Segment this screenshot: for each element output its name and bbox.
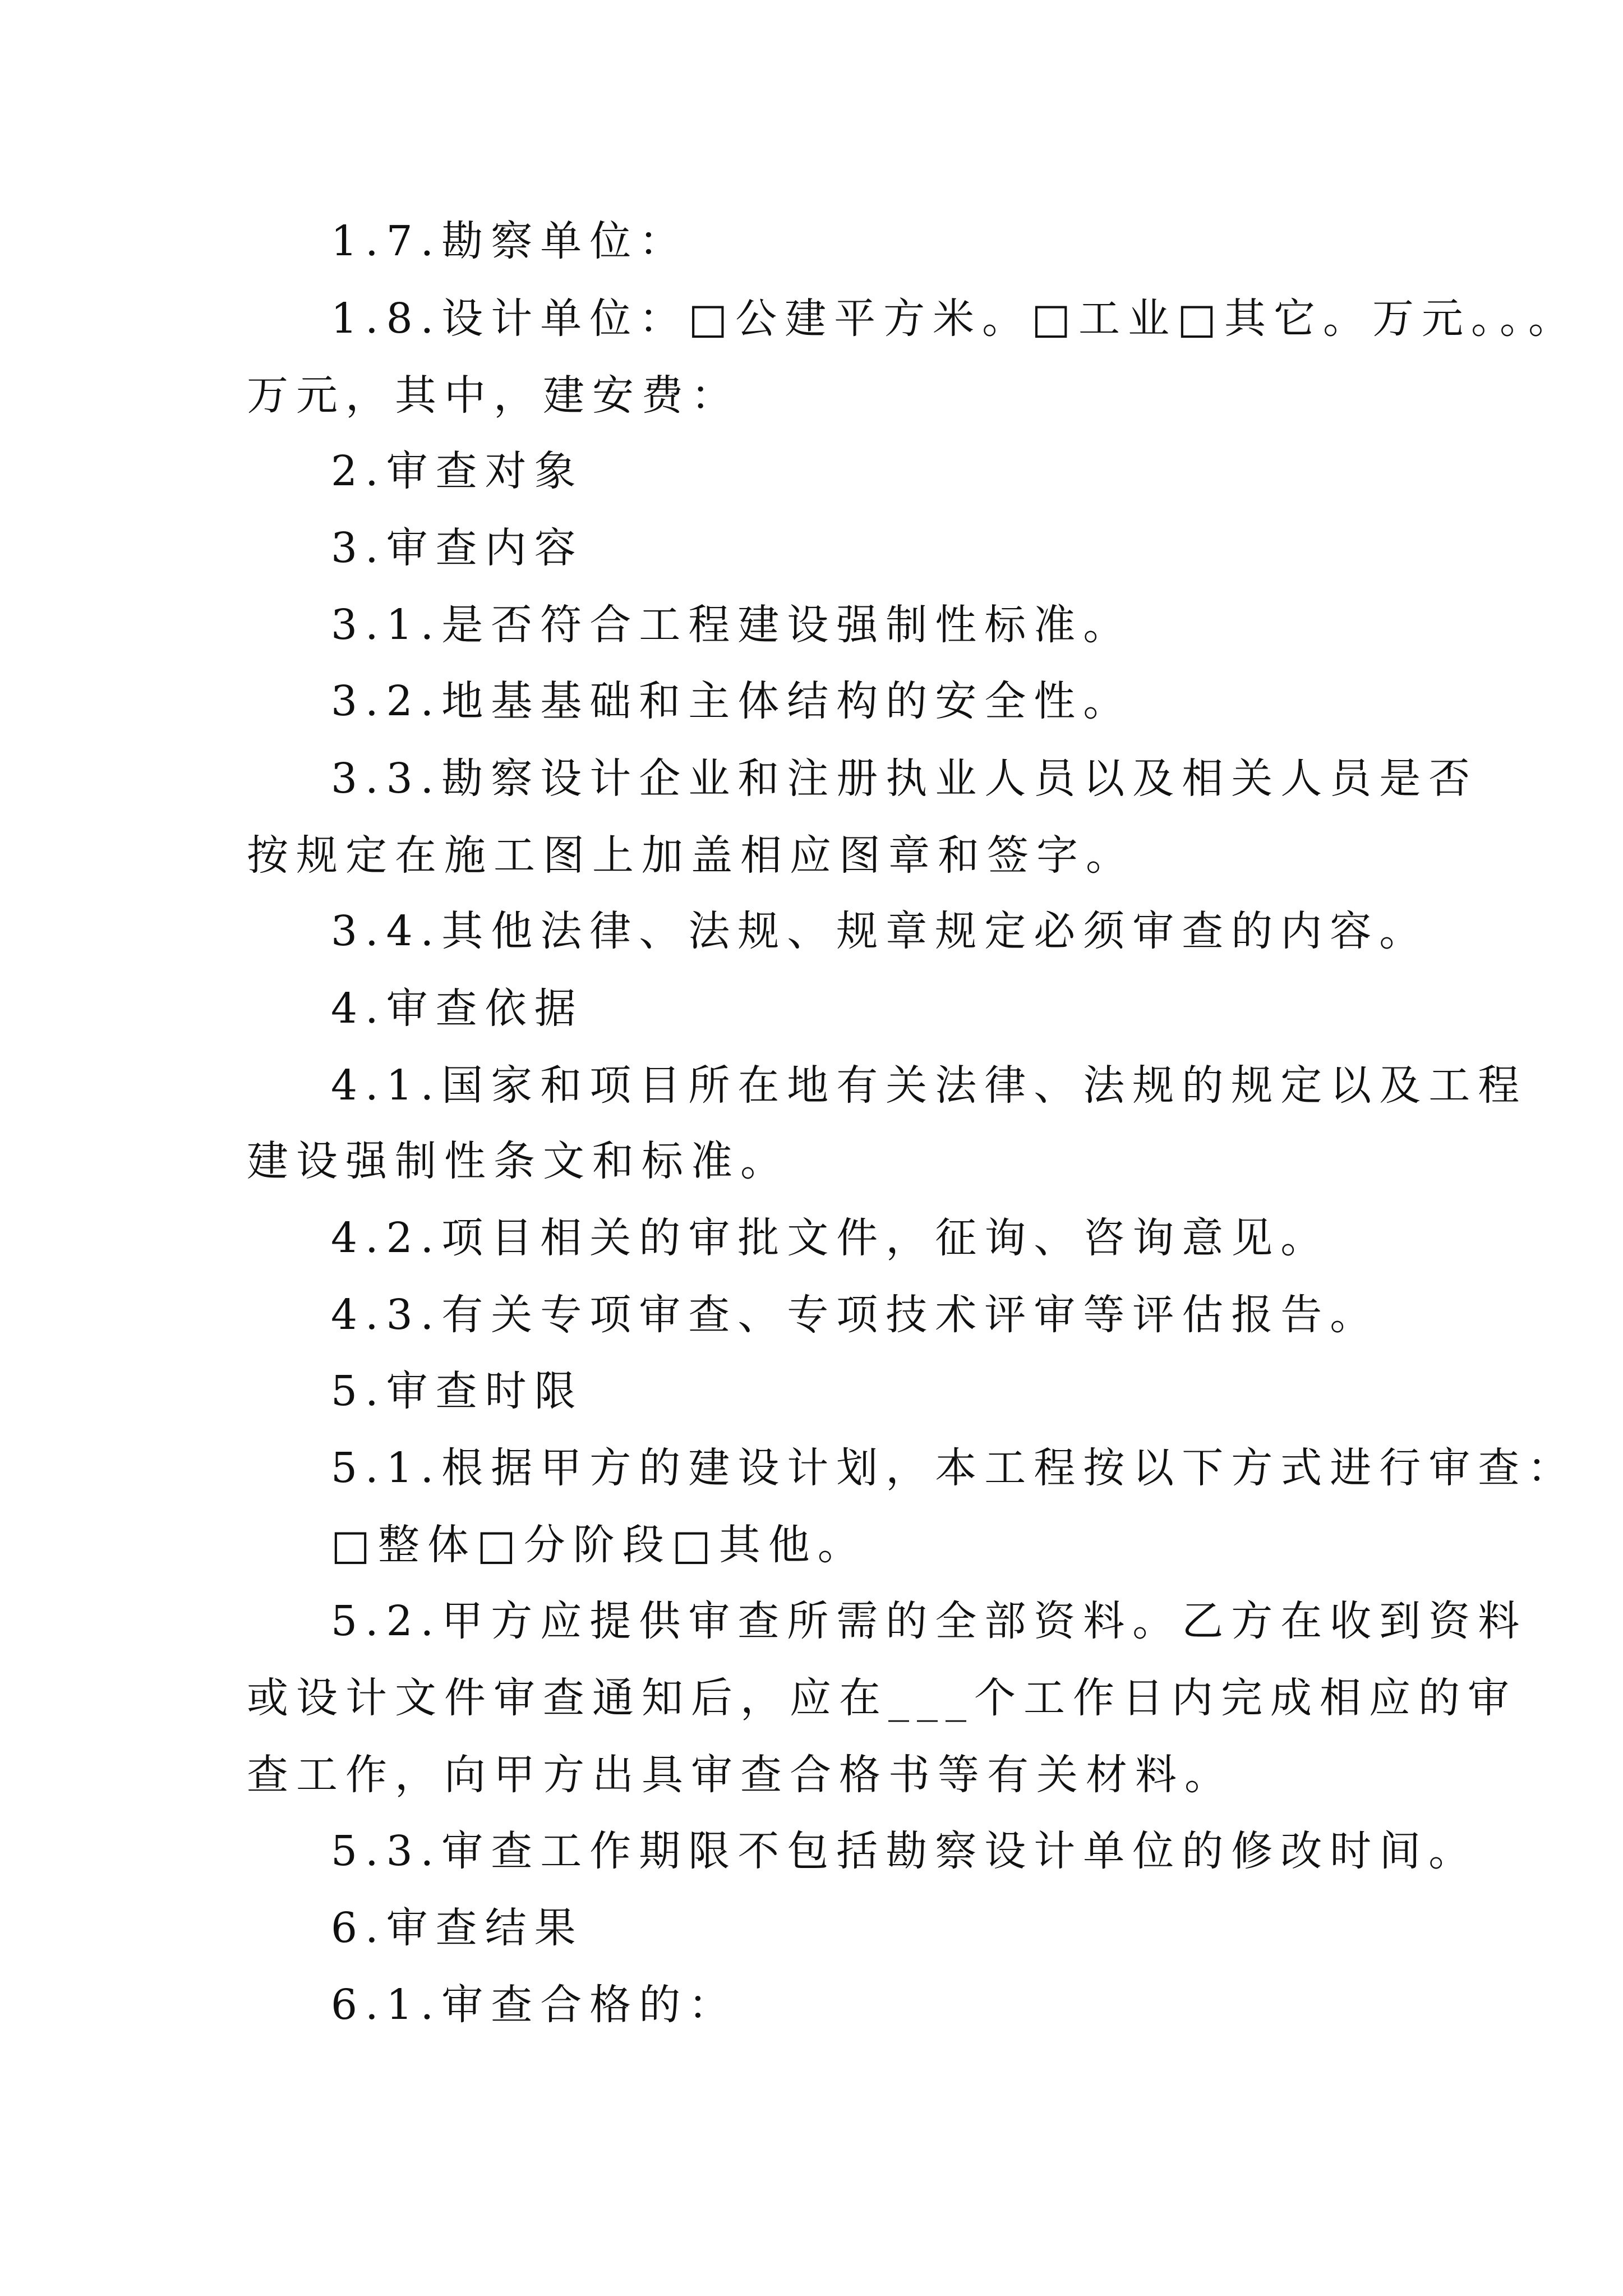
- section-heading: 6.审查结果: [331, 1904, 584, 1952]
- text-line: □整体□分阶段□其他。: [331, 1521, 867, 1569]
- text-line: 3.3.勘察设计企业和注册执业人员以及相关人员是否: [331, 754, 1478, 803]
- text-line: 4.2.项目相关的审批文件，征询、咨询意见。: [331, 1214, 1330, 1262]
- text-line: 查工作，向甲方出具审查合格书等有关材料。: [247, 1751, 1234, 1799]
- text-line: 或设计文件审查通知后，应在___个工作日内完成相应的审: [247, 1674, 1517, 1722]
- text-line: 3.1.是否符合工程建设强制性标准。: [331, 601, 1133, 649]
- text-line: 4.1.国家和项目所在地有关法律、法规的规定以及工程: [331, 1061, 1528, 1110]
- text-line: 建设强制性条文和标准。: [247, 1137, 790, 1185]
- text-line: 5.2.甲方应提供审查所需的全部资料。乙方在收到资料: [331, 1597, 1528, 1645]
- text-line: 6.1.审查合格的：: [331, 1981, 738, 2029]
- section-heading: 2.审查对象: [331, 447, 584, 495]
- section-heading: 3.审查内容: [331, 524, 584, 572]
- text-line: 1.7.勘察单位：: [331, 217, 689, 265]
- text-line: 3.4.其他法律、法规、规章规定必须审查的内容。: [331, 907, 1429, 955]
- text-line: 万元，其中，建安费：: [247, 371, 740, 420]
- section-heading: 5.审查时限: [331, 1367, 584, 1415]
- section-heading: 4.审查依据: [331, 984, 584, 1033]
- text-line: 按规定在施工图上加盖相应图章和签字。: [247, 831, 1135, 880]
- text-line: 1.8.设计单位：□公建平方米。□工业□其它。万元。。。: [331, 295, 1578, 343]
- text-line: 3.2.地基基础和主体结构的安全性。: [331, 677, 1133, 725]
- text-line: 5.3.审查工作期限不包括勘察设计单位的修改时间。: [331, 1827, 1478, 1875]
- text-line: 4.3.有关专项审查、专项技术评审等评估报告。: [331, 1291, 1380, 1339]
- text-line: 5.1.根据甲方的建设计划，本工程按以下方式进行审查：: [331, 1444, 1577, 1492]
